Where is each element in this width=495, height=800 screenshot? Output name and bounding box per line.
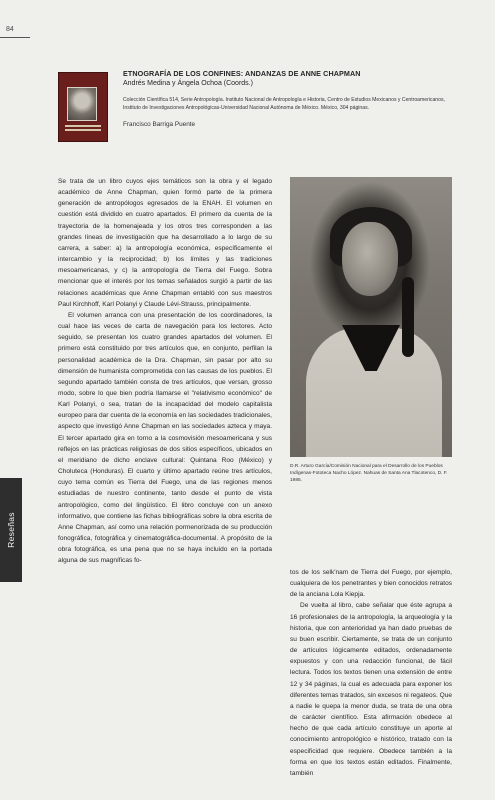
photo-figure-face: [342, 222, 398, 296]
right-column: [290, 567, 452, 779]
paragraph: De vuelta al libro, cabe señalar que éste agrupa a 16 profesionales de la antropología, la arqueología y la historia, que con anterioridad ya han dado pruebas de su buen escribir. Ciertamente, se trata de un conjunto de artículos lógicamente editados, ordenadamente expuestos y con una redacción funcional, de fácil lectura. Todos los textos tienen una extensión de entre 12 y 34 páginas, la cual es adecuada para exponer los diferentes temas tratados, sin excesos ni regateos. Que a nadie le quepa la menor duda, se trata de una obra de carácter científico. Esta afirmación obedece al hecho de que cada artículo constituye un aporte al conocimiento antropológico e histórico, tratado con la especificidad que requiere. Obedece también a la forma en que los textos están editados. Finalmente, también: [290, 602, 452, 777]
section-tab: [0, 478, 22, 582]
book-cover-image: [58, 72, 108, 142]
paragraph: tos de los selk'nam de Tierra del Fuego, por ejemplo, cualquiera de los penetrantes y bien conocidos retratos de la anciana Lola Kiepja.: [290, 569, 452, 599]
section-tab-label: Reseñas: [6, 512, 16, 548]
paragraph: Se trata de un libro cuyos ejes temáticos son la obra y el legado académico de Anne Chapman, quien formó parte de la primera generación de antropólogos egresados de la ENAH. El volumen en cuestión está dividido en cuatro apartados. El primero da cuenta de la trayectoria de la homenajeada y los otros tres corresponden a las grandes líneas de investigación que ha desarrollado a lo largo de su carrera, a saber: a) la antropología económica, específicamente el intercambio y la reciprocidad; b) los límites y las tradiciones mesoamericanas, y c) la antropología de Tierra del Fuego. Sobra mencionar que el interés por los temas señalados surgió a partir de las relaciones académicas que Anne Chapman entabló con sus maestros Paul Kirchhoff, Karl Polanyi y Claude Lévi-Strauss, principalmente.: [58, 178, 272, 308]
left-column: [58, 176, 272, 566]
review-header: [123, 69, 453, 128]
photo-figure-braid: [402, 277, 414, 357]
cover-title-lines: [65, 125, 101, 127]
book-title: ETNOGRAFÍA DE LOS CONFINES: ANDANZAS DE ANNE CHAPMAN: [123, 69, 361, 78]
header-rule: [0, 37, 30, 38]
cover-portrait: [67, 87, 97, 121]
portrait-photo: [290, 177, 452, 457]
book-authors: Andrés Medina y Ángela Ochoa (Coords.): [123, 80, 253, 87]
paragraph: El volumen arranca con una presentación de los coordinadores, la cual hace las veces de carta de navegación para los lectores. Acto seguido, se presentan los cuatro grandes apartados del volumen. El primero está constituido por tres artículos que, en conjunto, perfilan la personalidad académica de la Dra. Chapman, sin pasar por alto su dimensión de humanista comprometida con las causas de los pueblos. El segundo apartado también consta de tres artículos, que versan, grosso modo, sobre lo que bien podría llamarse el "relativismo económico" de Karl Polanyi, o sea, tratan de la incapacidad del modelo capitalista europeo para dar cuenta de la economía en las sociedades tradicionales, aspecto que investigó Anne Chapman en las sociedades azteca y maya. El tercer apartado gira en torno a la cosmovisión mesoamericana y sus reflejos en las prácticas religiosas de dos sitios específicos, ubicados en el meridiano de dicho enclave cultural: Quintana Roo (México) y Choluteca (Honduras). El cuarto y último apartado reúne tres artículos, cuyo tema común es Tierra del Fuego, una de las regiones menos estudiadas de nuestro continente, tanto desde el punto de vista antropológico, como del lingüístico. El libro concluye con un anexo informativo, que contiene las fichas bibliográficas sobre la obra escrita de Anne Chapman, así como una relación pormenorizada de su producción fonográfica, fotográfica y cinematográfica-documental. A propósito de la obra fotográfica, es una pena que no se haya incluido en la portada alguna de sus magníficas fo-: [58, 311, 272, 565]
reviewer-name: Francisco Barriga Puente: [123, 121, 196, 128]
publication-info: Colección Científica 514, Serie Antropología. Instituto Nacional de Antropología e Historia, Centro de Estudios Mexicanos y Centroamericanos, Instituto de Investigaciones Antropológicas-Universidad Nacional Autónoma de México. México, 304 páginas.: [123, 97, 445, 111]
page-number: 84: [6, 26, 14, 33]
photo-caption: D.R. Arturo García/Comisión Nacional para el Desarrollo de los Pueblos Indígenas-Fototeca Nacho López. Nahuas de Santa Ana Tlacotenco, D. F. 1985.: [290, 464, 448, 484]
